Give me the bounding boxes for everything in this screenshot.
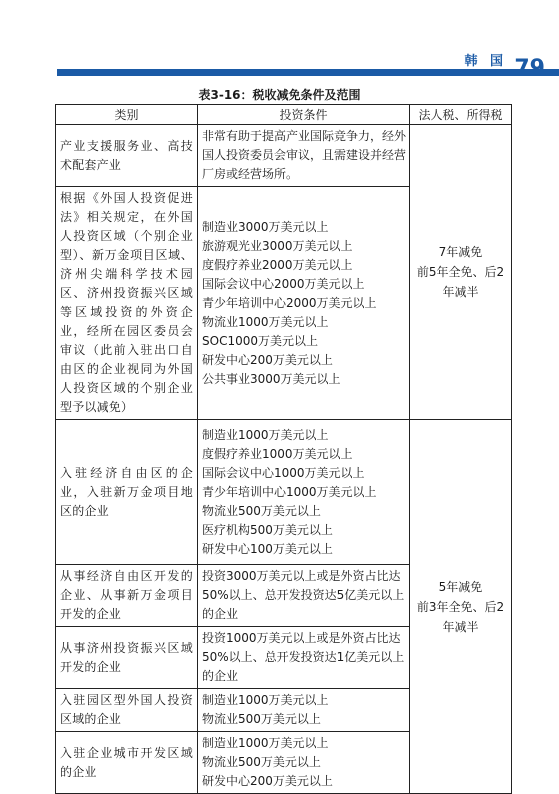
category-cell: 产业支援服务业、高技术配套产业: [56, 125, 198, 187]
category-cell: 入驻企业城市开发区域的企业: [56, 732, 198, 794]
category-cell: 从事济州投资振兴区域开发的企业: [56, 627, 198, 689]
tax-line: 5年减免: [438, 579, 483, 594]
column-header-conditions: 投资条件: [198, 105, 410, 125]
tax-line: 前5年全免、后2: [416, 265, 505, 279]
condition-line: 公共事业3000万美元以上: [202, 371, 341, 386]
condition-line: 制造业1000万美元以上: [202, 427, 329, 442]
conditions-cell: [198, 689, 410, 732]
tax-line: 前3年全免、后2: [416, 599, 505, 614]
conditions-cell: [198, 125, 410, 187]
condition-line: 非常有助于提高产业国际竞争力，经外: [202, 129, 407, 143]
page-header: [0, 0, 559, 80]
tax-cell-7yr: [410, 125, 512, 420]
condition-line: SOC1000万美元以上: [202, 333, 318, 348]
conditions-cell: [198, 627, 410, 689]
tax-table: [55, 104, 512, 794]
tax-line: 7年减免: [438, 245, 483, 259]
conditions-cell: [198, 565, 410, 627]
tax-line: 年减半: [442, 619, 479, 634]
condition-line: 研发中心100万美元以上: [202, 541, 333, 556]
condition-line: 物流业1000万美元以上: [202, 314, 329, 329]
condition-line: 的企业: [202, 669, 239, 683]
condition-line: 国际会议中心1000万美元以上: [202, 465, 365, 480]
condition-line: 医疗机构500万美元以上: [202, 522, 333, 537]
condition-line: 50%以上、总开发投资达1亿美元以上: [202, 650, 405, 664]
condition-line: 国人投资委员会审议，且需建设并经营: [202, 148, 407, 162]
category-cell: 从事经济自由区开发的企业、从事新万金项目开发的企业: [56, 565, 198, 627]
condition-line: 制造业1000万美元以上: [202, 693, 329, 707]
table-title: 表3-16：税收减免条件及范围: [198, 88, 361, 102]
header-rule: [57, 69, 559, 76]
condition-line: 研发中心200万美元以上: [202, 774, 333, 788]
tax-cell-5yr: [410, 420, 512, 794]
tax-line: 年减半: [442, 285, 479, 299]
condition-line: 青少年培训中心2000万美元以上: [202, 295, 377, 310]
condition-line: 研发中心200万美元以上: [202, 352, 333, 367]
condition-line: 度假疗养业2000万美元以上: [202, 257, 353, 272]
category-cell: 入驻园区型外国人投资区域的企业: [56, 689, 198, 732]
condition-line: 旅游观光业3000万美元以上: [202, 238, 353, 253]
condition-line: 50%以上、总开发投资达5亿美元以上: [202, 588, 405, 602]
conditions-cell: [198, 187, 410, 420]
condition-line: 国际会议中心2000万美元以上: [202, 276, 365, 291]
table-header-row: [56, 105, 512, 125]
condition-line: 投资3000万美元以上或是外资占比达: [202, 569, 401, 583]
column-header-tax: 法人税、所得税: [410, 105, 512, 125]
conditions-cell: [198, 732, 410, 794]
table-row: [56, 420, 512, 565]
condition-line: 制造业3000万美元以上: [202, 219, 329, 234]
country-label: 韩 国: [464, 54, 507, 69]
condition-line: 投资1000万美元以上或是外资占比达: [202, 631, 401, 645]
condition-line: 厂房或经营场所。: [202, 167, 299, 181]
condition-line: 制造业1000万美元以上: [202, 736, 329, 750]
condition-line: 物流业500万美元以上: [202, 503, 321, 518]
condition-line: 度假疗养业1000万美元以上: [202, 446, 353, 461]
category-cell: 入驻经济自由区的企业，入驻新万金项目地区的企业: [56, 420, 198, 565]
condition-line: 物流业500万美元以上: [202, 712, 321, 726]
category-cell: 根据《外国人投资促进法》相关规定，在外国人投资区域（个别企业型）、新万金项目区域、济州尖端科学技术园区、济州投资振兴区域等区域投资的外资企业，经所在园区委员会审议（此前入驻出口自由区的企业视同为外国人投资区域的个别企业型予以减免）: [56, 187, 198, 420]
column-header-category: 类别: [56, 105, 198, 125]
conditions-cell: [198, 420, 410, 565]
table-row: [56, 125, 512, 187]
condition-line: 物流业500万美元以上: [202, 755, 321, 769]
condition-line: 的企业: [202, 607, 239, 621]
condition-line: 青少年培训中心1000万美元以上: [202, 484, 377, 499]
